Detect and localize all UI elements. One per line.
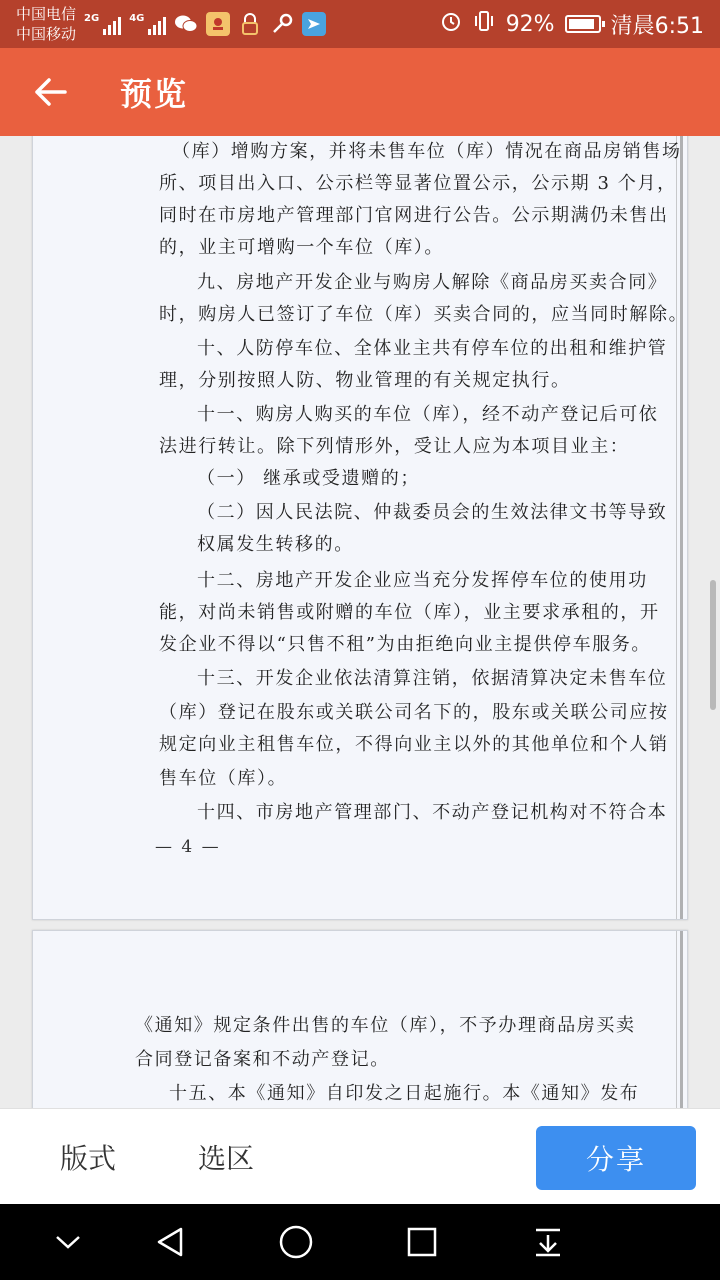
system-nav-bar [0, 1204, 720, 1280]
status-bar [0, 0, 720, 48]
signal-icon [129, 13, 166, 35]
download-icon[interactable] [528, 1222, 568, 1262]
battery-icon [565, 15, 601, 33]
page-number: — 4 — [155, 837, 221, 857]
document-text-line: 十三、开发企业依法清算注销，依据清算决定未售车位 [197, 668, 668, 689]
document-page [32, 136, 688, 920]
document-text-line: （库）登记在股东或关联公司名下的，股东或关联公司应按 [159, 702, 669, 723]
app-icon [206, 12, 230, 36]
battery-percent: 92% [505, 11, 555, 37]
document-text-line: 规定向业主租售车位，不得向业主以外的其他单位和个人销 [159, 734, 669, 755]
document-text-line: 发企业不得以“只售不租”为由拒绝向业主提供停车服务。 [159, 634, 652, 655]
status-time: 清晨6:51 [610, 13, 704, 39]
document-text-line: 十二、房地产开发企业应当充分发挥停车位的使用功 [197, 570, 648, 591]
page-title: 预览 [120, 75, 189, 113]
recents-square-icon[interactable] [402, 1222, 442, 1262]
network-type-1: 2G [84, 13, 100, 24]
carrier-2: 中国移动 [16, 25, 77, 43]
document-text-line: （一） 继承或受遗赠的； [197, 468, 420, 489]
document-text-line: 理，分别按照人防、物业管理的有关规定执行。 [159, 370, 571, 391]
key-icon [270, 12, 294, 36]
document-text-line: 权属发生转移的。 [197, 534, 354, 555]
carrier-1: 中国电信 [16, 5, 77, 23]
document-text-line: 的，业主可增购一个车位（库）。 [159, 237, 444, 258]
home-circle-icon[interactable] [276, 1222, 316, 1262]
document-text-line: 能，对尚未销售或附赠的车位（库），业主要求承租的，开 [159, 602, 660, 623]
document-text-line: 合同登记备案和不动产登记。 [135, 1049, 390, 1070]
back-triangle-icon[interactable] [150, 1222, 190, 1262]
carrier-info [16, 4, 76, 44]
scrollbar[interactable] [710, 580, 716, 710]
network-type-2: 4G [129, 13, 145, 24]
vibrate-icon [472, 10, 496, 38]
document-text-line: 法进行转让。除下列情形外，受让人应为本项目业主： [159, 436, 630, 457]
document-text-line: （库）增购方案，并将未售车位（库）情况在商品房销售场 [172, 141, 682, 162]
select-area-button[interactable]: 选区 [198, 1141, 255, 1175]
back-button[interactable] [0, 48, 100, 136]
document-text-line: 十五、本《通知》自印发之日起施行。本《通知》发布 [169, 1083, 640, 1104]
document-text-line: 售车位（库）。 [159, 768, 288, 789]
document-text-line: 九、房地产开发企业与购房人解除《商品房买卖合同》 [197, 272, 668, 293]
wechat-icon [174, 12, 198, 36]
app-icon [302, 12, 326, 36]
document-preview[interactable] [0, 136, 720, 1108]
format-button[interactable]: 版式 [60, 1141, 117, 1175]
document-text-line: 同时在市房地产管理部门官网进行公告。公示期满仍未售出 [159, 205, 669, 226]
document-text-line: （二）因人民法院、仲裁委员会的生效法律文书等导致 [197, 502, 668, 523]
document-text-line: 十、人防停车位、全体业主共有停车位的出租和维护管 [197, 338, 668, 359]
document-page [32, 930, 688, 1108]
lock-icon [238, 12, 262, 36]
document-text-line: 《通知》规定条件出售的车位（库），不予办理商品房买卖 [135, 1015, 636, 1036]
document-text-line: 时，购房人已签订了车位（库）买卖合同的，应当同时解除。 [159, 304, 689, 325]
signal-icon [84, 13, 121, 35]
arrow-left-icon [33, 77, 67, 107]
chevron-down-icon[interactable] [48, 1222, 88, 1262]
document-text-line: 十四、市房地产管理部门、不动产登记机构对不符合本 [197, 802, 668, 823]
share-button[interactable]: 分享 [536, 1126, 696, 1190]
document-text-line: 所、项目出入口、公示栏等显著位置公示，公示期 3 个月， [159, 173, 677, 194]
document-text-line: 十一、购房人购买的车位（库），经不动产登记后可依 [197, 404, 659, 425]
alarm-icon [440, 10, 462, 38]
app-bar [0, 48, 720, 136]
bottom-toolbar [0, 1108, 720, 1204]
